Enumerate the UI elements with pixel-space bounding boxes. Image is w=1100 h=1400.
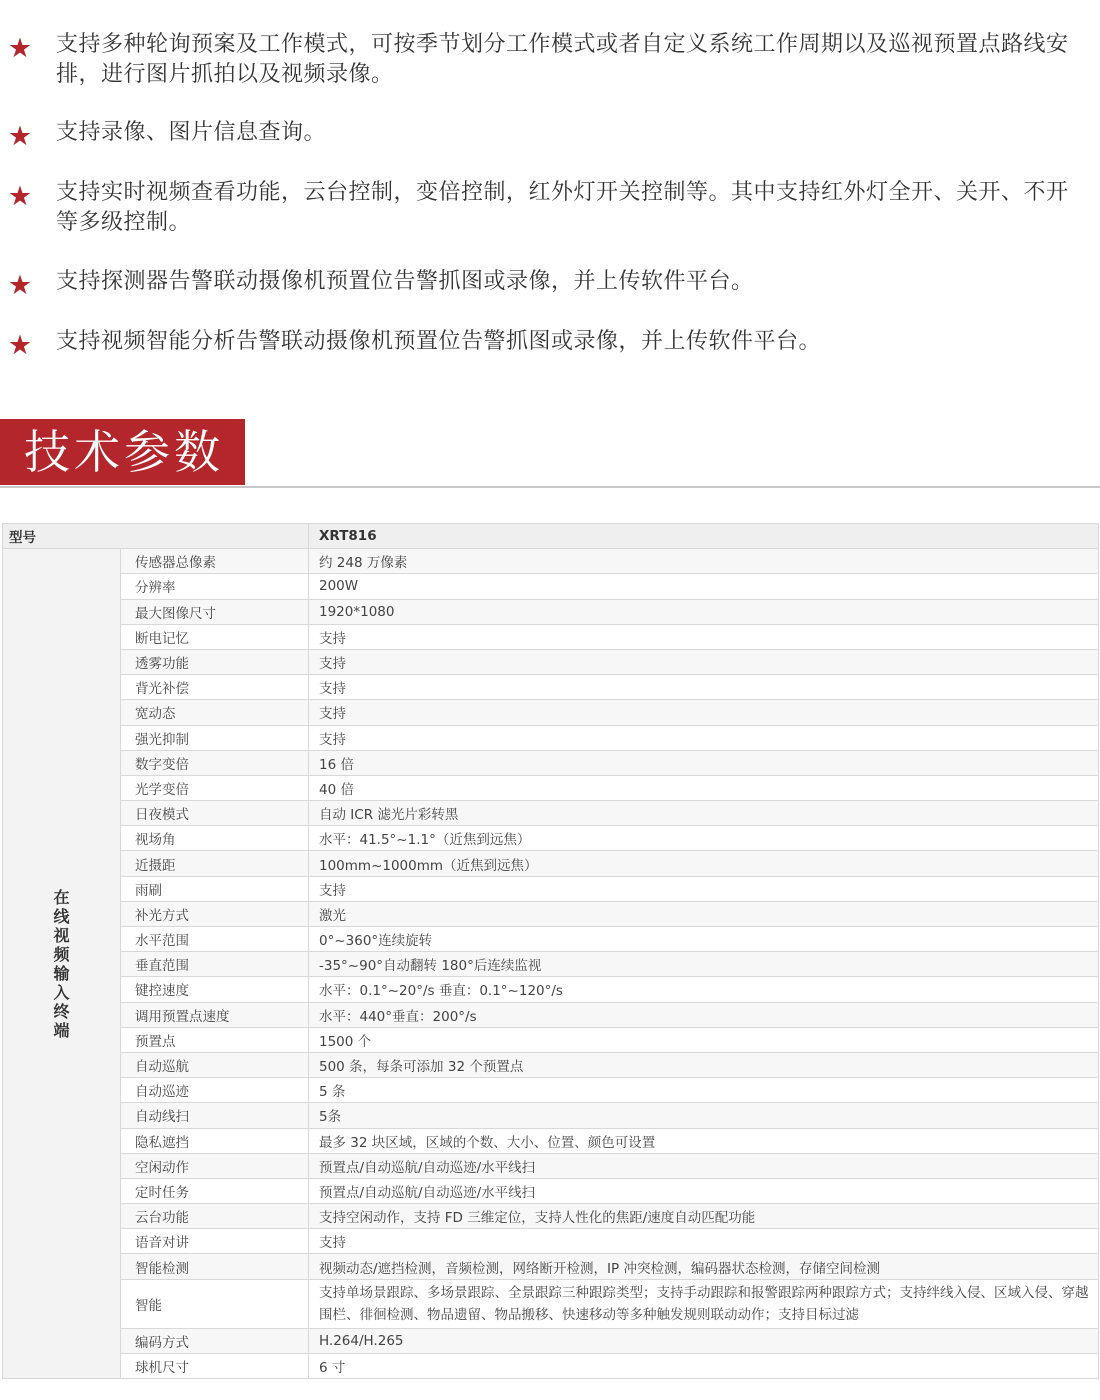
spec-row <box>3 1052 1099 1077</box>
spec-value: 0°~360°连续旋转 <box>309 927 1099 952</box>
spec-value: 100mm~1000mm（近焦到远焦） <box>309 851 1099 876</box>
spec-row <box>3 826 1099 851</box>
spec-row <box>3 1027 1099 1052</box>
spec-row <box>3 1204 1099 1229</box>
spec-label: 预置点 <box>121 1027 309 1052</box>
spec-value: 支持 <box>309 1229 1099 1254</box>
spec-row <box>3 1229 1099 1254</box>
spec-label: 近摄距 <box>121 851 309 876</box>
feature-item <box>0 118 1100 152</box>
spec-label: 水平范围 <box>121 927 309 952</box>
model-label: 型号 <box>3 524 309 549</box>
spec-value: 预置点/自动巡航/自动巡迹/水平线扫 <box>309 1153 1099 1178</box>
feature-item <box>0 178 1100 238</box>
spec-row <box>3 977 1099 1002</box>
feature-item <box>0 327 1100 361</box>
spec-label: 背光补偿 <box>121 675 309 700</box>
spec-label: 云台功能 <box>121 1204 309 1229</box>
spec-row <box>3 750 1099 775</box>
spec-label: 雨刷 <box>121 876 309 901</box>
feature-text: 支持视频智能分析告警联动摄像机预置位告警抓图或录像，并上传软件平台。 <box>56 329 822 354</box>
spec-value: 视频动态/遮挡检测，音频检测，网络断开检测，IP 冲突检测，编码器状态检测，存储空间检测 <box>309 1254 1099 1279</box>
star-icon: ★ <box>7 121 33 152</box>
spec-row <box>3 700 1099 725</box>
spec-row <box>3 1103 1099 1128</box>
spec-label: 球机尺寸 <box>121 1353 309 1378</box>
spec-value: 水平：41.5°~1.1°（近焦到远焦） <box>309 826 1099 851</box>
spec-row <box>3 1178 1099 1203</box>
star-icon: ★ <box>7 33 33 64</box>
spec-row <box>3 851 1099 876</box>
spec-value: 自动 ICR 滤光片彩转黑 <box>309 801 1099 826</box>
spec-label: 透雾功能 <box>121 649 309 674</box>
spec-value: 支持 <box>309 624 1099 649</box>
spec-label: 传感器总像素 <box>121 549 309 574</box>
spec-group-label <box>3 549 121 1379</box>
spec-label: 垂直范围 <box>121 952 309 977</box>
spec-label: 视场角 <box>121 826 309 851</box>
spec-label: 键控速度 <box>121 977 309 1002</box>
spec-label: 补光方式 <box>121 901 309 926</box>
star-icon: ★ <box>7 270 33 301</box>
spec-value: 200W <box>309 574 1099 599</box>
spec-value: 支持 <box>309 700 1099 725</box>
spec-label: 强光抑制 <box>121 725 309 750</box>
spec-value: 支持 <box>309 876 1099 901</box>
spec-label: 隐私遮挡 <box>121 1128 309 1153</box>
star-icon: ★ <box>7 181 33 212</box>
spec-value: 6 寸 <box>309 1353 1099 1378</box>
section-title: 技术参数 <box>0 419 245 485</box>
spec-value: 最多 32 块区域，区域的个数、大小、位置、颜色可设置 <box>309 1128 1099 1153</box>
spec-value: -35°~90°自动翻转 180°后连续监视 <box>309 952 1099 977</box>
spec-row <box>3 1279 1099 1328</box>
spec-label: 空闲动作 <box>121 1153 309 1178</box>
spec-label: 调用预置点速度 <box>121 1002 309 1027</box>
spec-value: 支持 <box>309 675 1099 700</box>
spec-label: 自动巡迹 <box>121 1078 309 1103</box>
spec-label: 自动线扫 <box>121 1103 309 1128</box>
spec-row <box>3 801 1099 826</box>
spec-row <box>3 1328 1099 1353</box>
spec-value: 500 条，每条可添加 32 个预置点 <box>309 1052 1099 1077</box>
feature-text: 支持多种轮询预案及工作模式，可按季节划分工作模式或者自定义系统工作周期以及巡视预置点路线安排，进行图片抓拍以及视频录像。 <box>56 32 1069 87</box>
spec-value: 约 248 万像素 <box>309 549 1099 574</box>
spec-value: 40 倍 <box>309 775 1099 800</box>
spec-value: 激光 <box>309 901 1099 926</box>
spec-label: 分辨率 <box>121 574 309 599</box>
spec-row <box>3 549 1099 574</box>
spec-label: 光学变倍 <box>121 775 309 800</box>
feature-item <box>0 30 1100 90</box>
spec-header-row <box>3 524 1099 549</box>
spec-label: 定时任务 <box>121 1178 309 1203</box>
spec-value: 水平：440°垂直：200°/s <box>309 1002 1099 1027</box>
spec-value: 支持 <box>309 725 1099 750</box>
spec-label: 断电记忆 <box>121 624 309 649</box>
spec-row <box>3 624 1099 649</box>
spec-row <box>3 725 1099 750</box>
star-icon: ★ <box>7 330 33 361</box>
feature-item <box>0 267 1100 301</box>
spec-label: 最大图像尺寸 <box>121 599 309 624</box>
section-divider <box>0 486 1100 488</box>
spec-row <box>3 901 1099 926</box>
spec-label: 数字变倍 <box>121 750 309 775</box>
spec-row <box>3 599 1099 624</box>
spec-value: 5条 <box>309 1103 1099 1128</box>
spec-row <box>3 927 1099 952</box>
spec-value: 支持空闲动作，支持 FD 三维定位，支持人性化的焦距/速度自动匹配功能 <box>309 1204 1099 1229</box>
spec-label: 宽动态 <box>121 700 309 725</box>
spec-label: 语音对讲 <box>121 1229 309 1254</box>
spec-row <box>3 1353 1099 1378</box>
spec-row <box>3 675 1099 700</box>
spec-value: 支持单场景跟踪、多场景跟踪、全景跟踪三种跟踪类型；支持手动跟踪和报警跟踪两种跟踪方式；支持绊线入侵、区域入侵、穿越围栏、徘徊检测、物品遗留、物品搬移、快速移动等多种触发规则联动动作；支持目标过滤 <box>309 1279 1099 1328</box>
spec-label: 自动巡航 <box>121 1052 309 1077</box>
spec-row <box>3 649 1099 674</box>
spec-row <box>3 1254 1099 1279</box>
spec-row <box>3 1078 1099 1103</box>
spec-row <box>3 1153 1099 1178</box>
spec-row <box>3 952 1099 977</box>
model-value: XRT816 <box>309 524 1099 549</box>
feature-text: 支持录像、图片信息查询。 <box>56 120 327 145</box>
spec-table <box>2 523 1099 1379</box>
spec-label: 日夜模式 <box>121 801 309 826</box>
spec-label: 编码方式 <box>121 1328 309 1353</box>
spec-group-text: 在线视频输入终端 <box>53 887 70 1040</box>
feature-text: 支持探测器告警联动摄像机预置位告警抓图或录像，并上传软件平台。 <box>56 269 754 294</box>
spec-value: H.264/H.265 <box>309 1328 1099 1353</box>
feature-text: 支持实时视频查看功能，云台控制，变倍控制，红外灯开关控制等。其中支持红外灯全开、关开、不开等多级控制。 <box>56 180 1069 235</box>
spec-value: 水平：0.1°~20°/s 垂直：0.1°~120°/s <box>309 977 1099 1002</box>
spec-row <box>3 876 1099 901</box>
spec-row <box>3 1128 1099 1153</box>
spec-label: 智能检测 <box>121 1254 309 1279</box>
spec-row <box>3 1002 1099 1027</box>
spec-label: 智能 <box>121 1279 309 1328</box>
spec-value: 5 条 <box>309 1078 1099 1103</box>
spec-value: 支持 <box>309 649 1099 674</box>
spec-value: 预置点/自动巡航/自动巡迹/水平线扫 <box>309 1178 1099 1203</box>
spec-row <box>3 574 1099 599</box>
spec-value: 1500 个 <box>309 1027 1099 1052</box>
spec-value: 16 倍 <box>309 750 1099 775</box>
spec-value: 1920*1080 <box>309 599 1099 624</box>
spec-row <box>3 775 1099 800</box>
